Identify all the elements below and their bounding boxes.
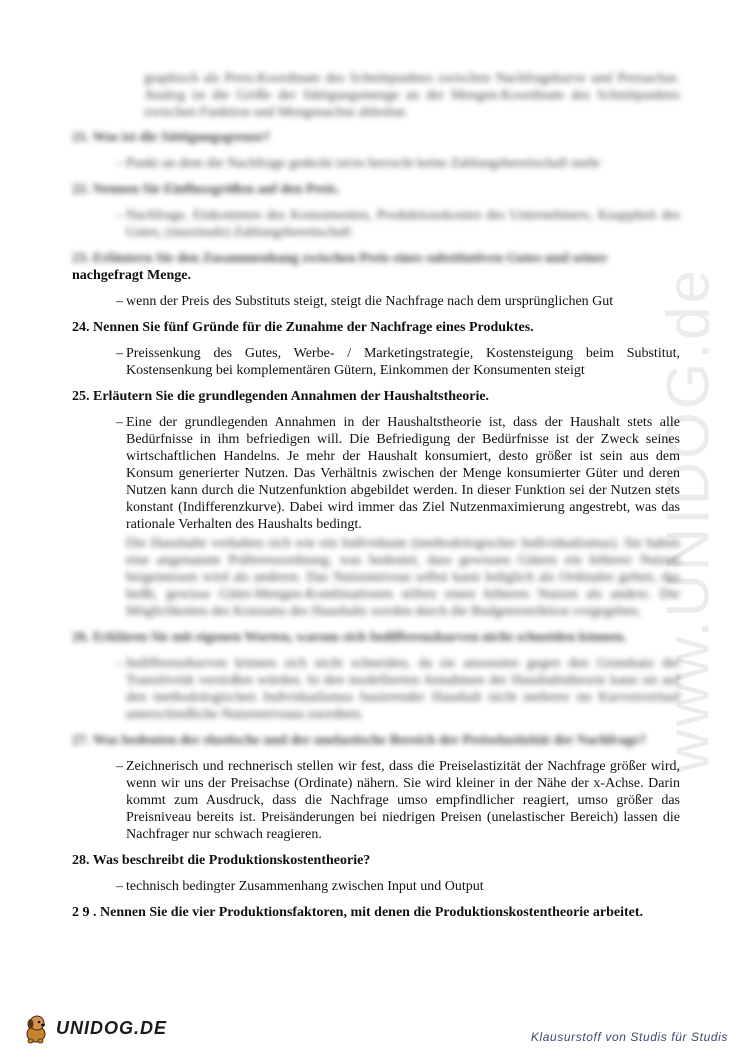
dash-bullet: –	[116, 208, 123, 223]
question-23	[72, 250, 680, 284]
question-29: 2 9 . Nennen Sie die vier Produktionsfaktoren, mit denen die Produktionskostentheorie arbeitet.	[72, 905, 644, 920]
unidog-logo	[22, 1012, 167, 1044]
question-25: 25. Erläutern Sie die grundlegenden Annahmen der Haushaltstheorie.	[72, 389, 490, 404]
answer-24	[72, 345, 680, 379]
answer-22	[72, 207, 680, 241]
dash-bullet: –	[116, 415, 123, 430]
watermark: www.UNIDOG.de	[654, 267, 722, 773]
dash-bullet: –	[116, 879, 123, 894]
dash-bullet: –	[116, 156, 123, 171]
answer-21	[72, 155, 680, 172]
answer-23	[72, 293, 680, 310]
answer-28	[72, 878, 680, 895]
dash-bullet: –	[116, 656, 123, 671]
answer-27-text: Zeichnerisch und rechnerisch stellen wir fest, dass die Preiselastizität der Nachfrage größer wird, wenn wir uns der Preisachse (Ordinate) nähern. Sie wird kleiner in der Nähe der x-Achse. Darin kommt zum Ausdruck, dass die Nachfrage umso empfindlicher reagiert, umso größer das Preisniveau bereits ist. Preisänderungen bei niedrigen Preisen (unelastischer Bereich) lassen die Nachfrager nur schwach reagieren.	[126, 759, 680, 842]
answer-21-text: Punkt an dem die Nachfrage gedeckt ist/es herrscht keine Zahlungsbereitschaft mehr	[126, 156, 601, 171]
answer-25-text: Eine der grundlegenden Annahmen in der Haushaltstheorie ist, dass der Haushalt stets alle Bedürfnisse in ihm befriedigen will. Die Befriedigung der Bedürfnisse ist der Zweck seines wirtschaftlichen Handelns. Je mehr der Haushalt konsumiert, desto größer ist sein aus dem Konsum generierter Nutzen. Das Verhältnis zwischen der Menge konsumierter Güter und deren Nutzen kann durch die Nutzenfunktion abgebildet werden. In dieser Funktion sei der Nutzen stets konstant (Indifferenzkurve). Dabei wird immer das Ziel Nutzenmaximierung angestrebt, was das rationale Verhalten des Haushalts bedingt.	[126, 415, 680, 532]
intro-paragraph: graphisch als Preis-Koordinate des Schnittpunktes zwischen Nachfragekurve und Preisachse. Analog ist die Größe der Sättigungsmenge an der Mengen-Koordinate des Schnittpunktes zwischen Funktion und Mengenachse ablesbar.	[144, 71, 680, 120]
question-26: 26. Erklären Sie mit eigenen Worten, warum sich Indifferenzkurven nicht schneiden können.	[72, 630, 627, 645]
question-21: 21. Was ist die Sättigungsgrenze?	[72, 130, 271, 145]
dash-bullet: –	[116, 346, 123, 361]
answer-24-text: Preissenkung des Gutes, Werbe- / Marketingstrategie, Kostensteigung beim Substitut, Kostensenkung bei komplementären Gütern, Einkommen der Konsumenten steigt	[126, 346, 680, 378]
question-23-blurred: 23. Erläutern Sie den Zusammenhang zwischen Preis eines substitutiven Gutes und seiner	[72, 251, 608, 266]
answer-28-text: technisch bedingter Zusammenhang zwischen Input und Output	[126, 879, 484, 894]
question-22: 22. Nennen Sie Einflussgrößen auf den Preis.	[72, 182, 340, 197]
dash-bullet: –	[116, 294, 123, 309]
question-27: 27. Was bedeuten der elastische und der unelastische Bereich der Preiselastizität der Nachfrage?	[72, 733, 647, 748]
answer-25-continued: Die Haushalte verhalten sich wie ein Individuum (methodologischer Individualismus). Sie haben eine angenannte Präferenzordnung, was bedeutet, dass gewissen Gütern ein höherer Nutzen beigemessen wird als anderen. Das Nutzenniveau selbst kann lediglich als Ordinales gelten, das heißt, gewisse Güter-Mengen-Kombinationen stiften einen höheren Nutzen als andere. Die Möglichkeiten des Konsums des Haushalts werden durch die Budgetrestriktion vorgegeben.	[126, 536, 680, 619]
answer-25	[72, 414, 680, 533]
document-content	[72, 70, 680, 930]
question-28: 28. Was beschreibt die Produktionskostentheorie?	[72, 853, 371, 868]
footer-tagline: Klausurstoff von Studis für Studis	[530, 1030, 728, 1044]
dash-bullet: –	[116, 759, 123, 774]
answer-26-text: Indifferenzkurven können sich nicht schneiden, da sie ansonsten gegen den Grundsatz der Transitivität verstoßen würden. In den modellierten Annahmen der Haushaltstheorie kann sie auf den methodologischen Individualismus basierender Haushalt nicht mehrere im Kurvenverlauf unterschiedliche Nutzenniveaus zuordnen.	[126, 656, 680, 722]
answer-26	[72, 655, 680, 723]
answer-23-text: wenn der Preis des Substituts steigt, steigt die Nachfrage nach dem ursprünglichen Gut	[126, 294, 614, 309]
question-24: 24. Nennen Sie fünf Gründe für die Zunahme der Nachfrage eines Produktes.	[72, 320, 534, 335]
answer-27	[72, 758, 680, 843]
question-23-clear: nachgefragt Menge.	[72, 268, 191, 283]
answer-22-text: Nachfrage, Einkommen des Konsumenten, Produktionskosten des Unternehmers, Knappheit des Gutes, (maximale) Zahlungsbereitschaft	[126, 208, 680, 240]
logo-brand-text: UNIDOG.DE	[56, 1017, 168, 1038]
dog-mascot-icon	[22, 1012, 52, 1044]
